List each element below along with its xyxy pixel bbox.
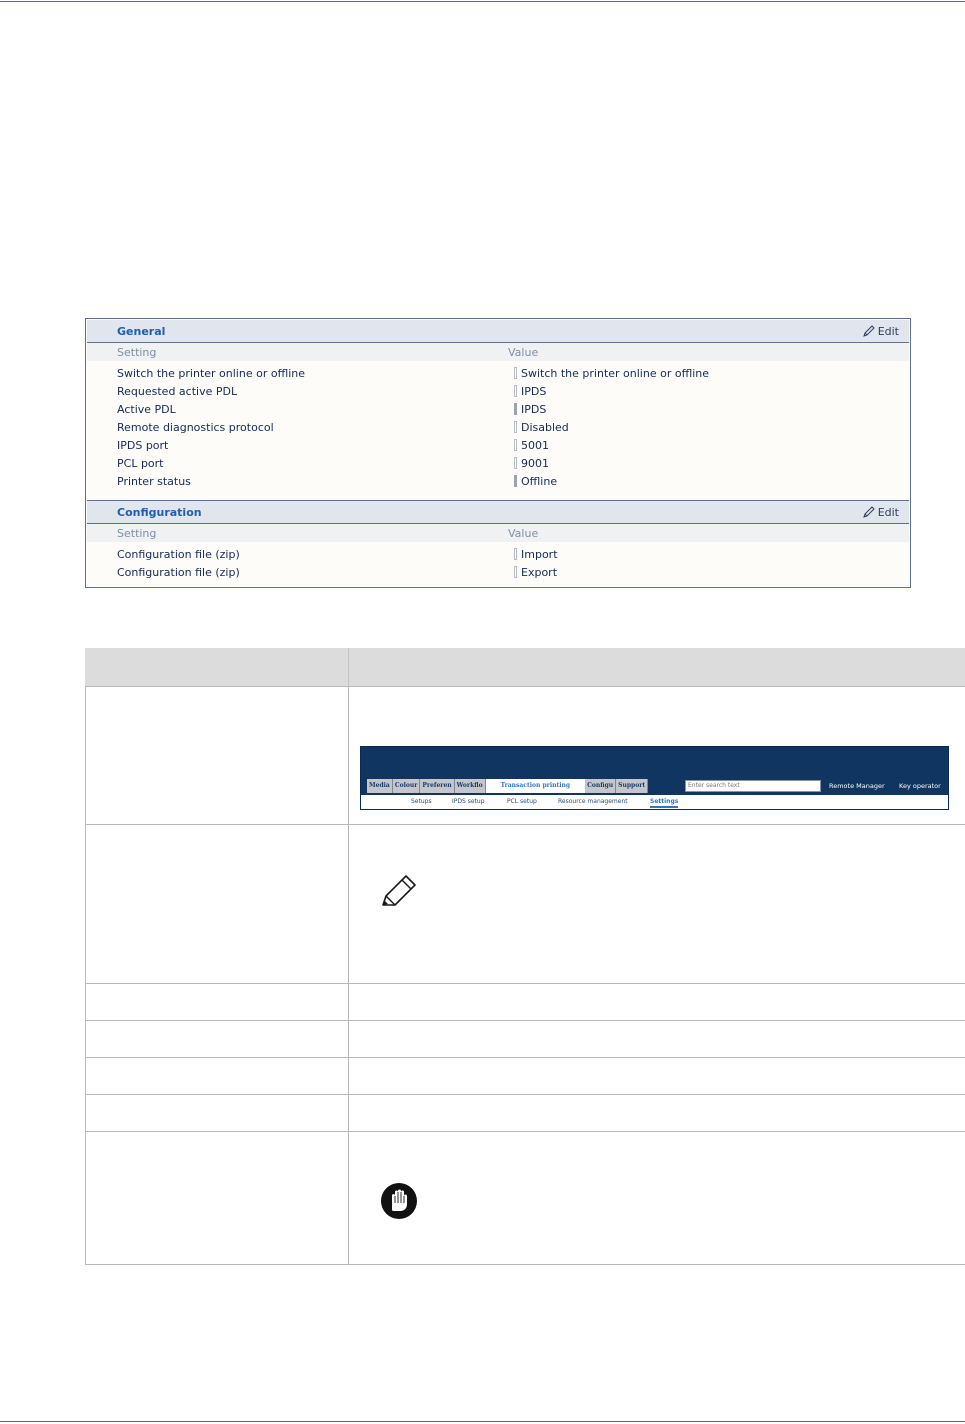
table-border-left (85, 686, 86, 1265)
setting-value: IPDS (521, 385, 547, 398)
table-row-line (85, 1057, 965, 1058)
bottom-rule (0, 1421, 965, 1422)
mini-subtab-setups[interactable]: Setups (411, 798, 432, 805)
mini-tab-colour[interactable]: Colour (393, 779, 421, 793)
mini-tab-bar (367, 779, 648, 793)
general-edit-label: Edit (877, 324, 899, 338)
mini-tab-support[interactable]: Support (616, 779, 648, 793)
setting-value: Import (521, 548, 558, 561)
setting-name: Requested active PDL (117, 385, 238, 398)
col-value-label: Value (508, 527, 539, 540)
mini-tab-transaction-printing[interactable]: Transaction printing (486, 779, 585, 793)
settings-row[interactable] (86, 365, 910, 383)
setting-value: IPDS (521, 403, 547, 416)
table-row-line (85, 1264, 965, 1265)
table-row-line (85, 1131, 965, 1132)
settings-row[interactable] (86, 564, 910, 582)
mini-tab-media[interactable]: Media (367, 779, 393, 793)
mini-subtab-ipds-setup[interactable]: IPDS setup (452, 798, 485, 805)
table-row-line (85, 1020, 965, 1021)
embedded-navigation-screenshot (360, 746, 949, 810)
value-marker (514, 457, 517, 469)
configuration-edit-button[interactable] (862, 505, 899, 519)
hand-icon (380, 1182, 418, 1220)
edit-pencil-icon (862, 505, 876, 519)
configuration-edit-label: Edit (877, 505, 899, 519)
mini-link-key-operator[interactable]: Key operator (899, 782, 941, 790)
table-row-line (85, 686, 965, 687)
setting-value: Export (521, 566, 558, 579)
table-column-divider (348, 686, 349, 1265)
setting-value: Offline (521, 475, 558, 488)
mini-subtab-settings[interactable]: Settings (650, 798, 678, 808)
settings-row[interactable] (86, 383, 910, 401)
setting-name: Printer status (117, 475, 191, 488)
top-rule (0, 1, 965, 2)
setting-name: IPDS port (117, 439, 169, 452)
setting-name: Active PDL (117, 403, 176, 416)
settings-row[interactable] (86, 455, 910, 473)
setting-name: Configuration file (zip) (117, 566, 240, 579)
settings-row[interactable] (86, 473, 910, 491)
col-setting-label: Setting (117, 527, 157, 540)
settings-row[interactable] (86, 546, 910, 564)
value-marker (514, 403, 517, 415)
settings-panel (85, 318, 911, 588)
mini-link-remote-manager[interactable]: Remote Manager (829, 782, 885, 790)
value-marker (514, 548, 517, 560)
setting-name: Remote diagnostics protocol (117, 421, 274, 434)
col-value-label: Value (508, 346, 539, 359)
pencil-icon (380, 874, 418, 908)
value-marker (514, 439, 517, 451)
value-marker (514, 385, 517, 397)
value-marker (514, 421, 517, 433)
settings-row[interactable] (86, 437, 910, 455)
configuration-column-headers (87, 524, 909, 542)
mini-tab-workflow[interactable]: Workflo (455, 779, 486, 793)
mini-search-input[interactable]: Enter search text (685, 780, 821, 792)
table-row-line (85, 1094, 965, 1095)
mini-tab-preferences[interactable]: Preferen (420, 779, 454, 793)
col-setting-label: Setting (117, 346, 157, 359)
setting-value: 5001 (521, 439, 549, 452)
table-row-line (85, 824, 965, 825)
setting-name: PCL port (117, 457, 164, 470)
general-column-headers (87, 343, 909, 361)
mini-subtab-resource-management[interactable]: Resource management (558, 798, 628, 805)
value-marker (514, 566, 517, 578)
settings-row[interactable] (86, 401, 910, 419)
configuration-section-header (87, 500, 909, 524)
header-divider (348, 648, 349, 686)
setting-value: Switch the printer online or offline (521, 367, 710, 380)
edit-pencil-icon (862, 324, 876, 338)
mini-subtab-bar (361, 795, 949, 810)
table-row-line (85, 983, 965, 984)
general-section-header (87, 320, 909, 343)
setting-name: Switch the printer online or offline (117, 367, 306, 380)
mini-subtab-pcl-setup[interactable]: PCL setup (507, 798, 537, 805)
settings-row[interactable] (86, 419, 910, 437)
general-edit-button[interactable] (862, 324, 899, 338)
general-section-title: General (117, 325, 166, 338)
configuration-section-title: Configuration (117, 506, 202, 519)
mini-tab-configuration[interactable]: Configu (585, 779, 616, 793)
setting-name: Configuration file (zip) (117, 548, 240, 561)
setting-value: 9001 (521, 457, 549, 470)
value-marker (514, 367, 517, 379)
setting-value: Disabled (521, 421, 569, 434)
value-marker (514, 475, 517, 487)
table-header (85, 648, 965, 686)
